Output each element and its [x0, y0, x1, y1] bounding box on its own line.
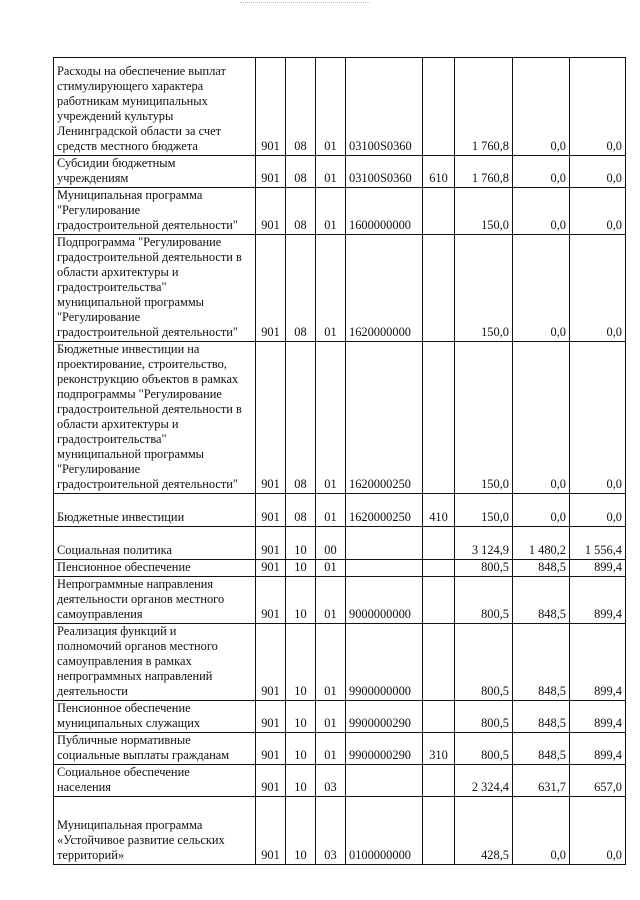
cell-amount-year-2: 848,5	[513, 560, 570, 577]
item-name-line: территорий»	[57, 848, 125, 862]
cell-section: 10	[286, 733, 316, 765]
item-name-line: полномочий органов местного	[57, 639, 218, 653]
cell-glrbs: 901	[256, 701, 286, 733]
cell-expense-type	[423, 701, 455, 733]
cell-amount-year-3: 899,4	[570, 624, 626, 701]
item-name-line: Ленинградской области за счет	[57, 124, 222, 138]
cell-glrbs: 901	[256, 527, 286, 560]
cell-amount-year-2: 631,7	[513, 765, 570, 797]
cell-target-article: 1620000250	[346, 342, 423, 494]
item-name-line: работникам муниципальных	[57, 94, 208, 108]
cell-subsection: 01	[316, 58, 346, 156]
table-row	[54, 577, 626, 624]
cell-section: 08	[286, 342, 316, 494]
item-name-line: градостроительной деятельности"	[57, 325, 238, 339]
cell-subsection: 01	[316, 733, 346, 765]
cell-amount-year-2: 848,5	[513, 624, 570, 701]
cell-subsection: 01	[316, 188, 346, 235]
cell-glrbs: 901	[256, 624, 286, 701]
cell-item-name	[54, 527, 256, 560]
cell-item-name	[54, 624, 256, 701]
cell-subsection: 01	[316, 701, 346, 733]
item-name-line: Пенсионное обеспечение	[57, 701, 191, 715]
cell-amount-year-1: 150,0	[455, 188, 513, 235]
cell-section: 10	[286, 765, 316, 797]
cell-amount-year-3: 0,0	[570, 156, 626, 188]
cell-amount-year-2: 0,0	[513, 58, 570, 156]
cell-glrbs: 901	[256, 494, 286, 527]
cell-item-name	[54, 577, 256, 624]
cell-amount-year-3: 899,4	[570, 733, 626, 765]
cell-item-name	[54, 494, 256, 527]
item-name-line: Бюджетные инвестиции	[57, 510, 185, 524]
item-name-line: Пенсионное обеспечение	[57, 560, 191, 574]
cell-glrbs: 901	[256, 156, 286, 188]
cell-amount-year-3: 899,4	[570, 577, 626, 624]
cell-glrbs: 901	[256, 560, 286, 577]
cell-amount-year-1: 2 324,4	[455, 765, 513, 797]
page-top-mark	[240, 2, 370, 7]
cell-amount-year-1: 150,0	[455, 342, 513, 494]
cell-subsection: 01	[316, 624, 346, 701]
item-name-line: деятельности органов местного	[57, 592, 225, 606]
cell-section: 10	[286, 701, 316, 733]
cell-amount-year-2: 0,0	[513, 797, 570, 865]
item-name-line: учреждениям	[57, 171, 129, 185]
cell-subsection: 01	[316, 342, 346, 494]
cell-amount-year-1: 150,0	[455, 235, 513, 342]
cell-item-name	[54, 733, 256, 765]
item-name-line: Муниципальная программа	[57, 818, 203, 832]
cell-amount-year-1: 428,5	[455, 797, 513, 865]
item-name-line: подпрограммы "Регулирование	[57, 387, 222, 401]
cell-target-article: 1620000000	[346, 235, 423, 342]
cell-glrbs: 901	[256, 235, 286, 342]
cell-expense-type	[423, 527, 455, 560]
cell-subsection: 01	[316, 577, 346, 624]
item-name-line: "Регулирование	[57, 462, 141, 476]
table-row	[54, 701, 626, 733]
cell-item-name	[54, 342, 256, 494]
cell-target-article: 03100S0360	[346, 156, 423, 188]
cell-item-name	[54, 188, 256, 235]
item-name-line: «Устойчивое развитие сельских	[57, 833, 225, 847]
cell-expense-type	[423, 342, 455, 494]
item-name-line: Реализация функций и	[57, 624, 177, 638]
table-row	[54, 527, 626, 560]
cell-amount-year-3: 0,0	[570, 342, 626, 494]
cell-item-name	[54, 235, 256, 342]
item-name-line: средств местного бюджета	[57, 139, 198, 153]
cell-subsection: 03	[316, 797, 346, 865]
cell-target-article: 03100S0360	[346, 58, 423, 156]
item-name-line: Непрограммные направления	[57, 577, 214, 591]
item-name-line: стимулирующего характера	[57, 79, 204, 93]
item-name-line: деятельности	[57, 684, 128, 698]
item-name-line: градостроительной деятельности в	[57, 402, 242, 416]
cell-amount-year-1: 800,5	[455, 701, 513, 733]
table-row	[54, 765, 626, 797]
cell-amount-year-3: 899,4	[570, 560, 626, 577]
item-name-line: социальные выплаты гражданам	[57, 748, 230, 762]
item-name-line: градостроительной деятельности"	[57, 218, 238, 232]
cell-target-article: 9900000290	[346, 701, 423, 733]
item-name-line: самоуправления	[57, 607, 143, 621]
table-row	[54, 494, 626, 527]
item-name-line: самоуправления в рамках	[57, 654, 192, 668]
item-name-line: Расходы на обеспечение выплат	[57, 64, 226, 78]
item-name-line: муниципальной программы	[57, 447, 204, 461]
cell-amount-year-1: 800,5	[455, 733, 513, 765]
item-name-line: области архитектуры и	[57, 265, 179, 279]
item-name-line: муниципальных служащих	[57, 716, 201, 730]
cell-target-article	[346, 765, 423, 797]
cell-expense-type: 610	[423, 156, 455, 188]
item-name-line: реконструкцию объектов в рамках	[57, 372, 239, 386]
item-name-line: градостроительной деятельности"	[57, 477, 238, 491]
table-row	[54, 235, 626, 342]
cell-amount-year-3: 0,0	[570, 58, 626, 156]
cell-section: 10	[286, 797, 316, 865]
cell-amount-year-2: 0,0	[513, 156, 570, 188]
cell-section: 10	[286, 527, 316, 560]
cell-expense-type	[423, 765, 455, 797]
cell-section: 10	[286, 560, 316, 577]
cell-section: 08	[286, 494, 316, 527]
cell-glrbs: 901	[256, 733, 286, 765]
cell-subsection: 01	[316, 156, 346, 188]
item-name-line: градостроительства"	[57, 280, 167, 294]
cell-target-article	[346, 527, 423, 560]
cell-item-name	[54, 560, 256, 577]
item-name-line: Субсидии бюджетным	[57, 156, 176, 170]
cell-amount-year-3: 899,4	[570, 701, 626, 733]
item-name-line: учреждений культуры	[57, 109, 174, 123]
cell-amount-year-3: 0,0	[570, 235, 626, 342]
cell-item-name	[54, 156, 256, 188]
budget-table	[53, 57, 626, 865]
cell-amount-year-2: 0,0	[513, 494, 570, 527]
table-row	[54, 733, 626, 765]
item-name-line: Социальное обеспечение	[57, 765, 190, 779]
cell-amount-year-3: 0,0	[570, 188, 626, 235]
cell-amount-year-1: 1 760,8	[455, 156, 513, 188]
cell-amount-year-1: 1 760,8	[455, 58, 513, 156]
cell-glrbs: 901	[256, 577, 286, 624]
table-row	[54, 342, 626, 494]
item-name-line: Подпрограмма "Регулирование	[57, 235, 222, 249]
cell-amount-year-1: 150,0	[455, 494, 513, 527]
cell-amount-year-2: 0,0	[513, 342, 570, 494]
cell-target-article: 1620000250	[346, 494, 423, 527]
cell-amount-year-2: 848,5	[513, 701, 570, 733]
cell-expense-type	[423, 577, 455, 624]
item-name-line: области архитектуры и	[57, 417, 179, 431]
cell-section: 08	[286, 188, 316, 235]
item-name-line: Муниципальная программа	[57, 188, 203, 202]
cell-section: 08	[286, 156, 316, 188]
item-name-line: муниципальной программы	[57, 295, 204, 309]
cell-subsection: 00	[316, 527, 346, 560]
item-name-line: Публичные нормативные	[57, 733, 191, 747]
cell-section: 08	[286, 235, 316, 342]
cell-item-name	[54, 701, 256, 733]
cell-glrbs: 901	[256, 765, 286, 797]
cell-expense-type	[423, 624, 455, 701]
cell-subsection: 01	[316, 494, 346, 527]
item-name-line: градостроительства"	[57, 432, 167, 446]
cell-amount-year-2: 848,5	[513, 577, 570, 624]
cell-glrbs: 901	[256, 342, 286, 494]
cell-amount-year-3: 0,0	[570, 494, 626, 527]
cell-amount-year-2: 1 480,2	[513, 527, 570, 560]
cell-target-article: 9000000000	[346, 577, 423, 624]
item-name-line: Социальная политика	[57, 543, 172, 557]
table-row	[54, 58, 626, 156]
cell-expense-type	[423, 58, 455, 156]
table-row	[54, 560, 626, 577]
cell-subsection: 03	[316, 765, 346, 797]
cell-glrbs: 901	[256, 797, 286, 865]
cell-expense-type	[423, 797, 455, 865]
cell-section: 08	[286, 58, 316, 156]
item-name-line: "Регулирование	[57, 310, 141, 324]
table-row	[54, 188, 626, 235]
cell-glrbs: 901	[256, 188, 286, 235]
item-name-line: градостроительной деятельности в	[57, 250, 242, 264]
cell-subsection: 01	[316, 560, 346, 577]
cell-section: 10	[286, 577, 316, 624]
table-row	[54, 156, 626, 188]
cell-target-article: 9900000290	[346, 733, 423, 765]
cell-expense-type	[423, 188, 455, 235]
cell-amount-year-1: 800,5	[455, 624, 513, 701]
cell-amount-year-3: 1 556,4	[570, 527, 626, 560]
cell-amount-year-2: 848,5	[513, 733, 570, 765]
item-name-line: Бюджетные инвестиции на	[57, 342, 200, 356]
item-name-line: проектирование, строительство,	[57, 357, 227, 371]
cell-amount-year-1: 800,5	[455, 577, 513, 624]
cell-item-name	[54, 765, 256, 797]
item-name-line: непрограммных направлений	[57, 669, 213, 683]
cell-target-article: 9900000000	[346, 624, 423, 701]
cell-section: 10	[286, 624, 316, 701]
cell-item-name	[54, 797, 256, 865]
table-row	[54, 624, 626, 701]
cell-target-article: 0100000000	[346, 797, 423, 865]
cell-amount-year-2: 0,0	[513, 235, 570, 342]
item-name-line: "Регулирование	[57, 203, 141, 217]
cell-target-article: 1600000000	[346, 188, 423, 235]
cell-amount-year-1: 800,5	[455, 560, 513, 577]
cell-item-name	[54, 58, 256, 156]
cell-expense-type	[423, 235, 455, 342]
cell-amount-year-1: 3 124,9	[455, 527, 513, 560]
item-name-line: населения	[57, 780, 111, 794]
cell-subsection: 01	[316, 235, 346, 342]
cell-glrbs: 901	[256, 58, 286, 156]
cell-amount-year-3: 0,0	[570, 797, 626, 865]
cell-expense-type: 310	[423, 733, 455, 765]
table-row	[54, 797, 626, 865]
budget-table-body	[54, 58, 626, 865]
cell-expense-type	[423, 560, 455, 577]
cell-amount-year-3: 657,0	[570, 765, 626, 797]
cell-target-article	[346, 560, 423, 577]
cell-amount-year-2: 0,0	[513, 188, 570, 235]
cell-expense-type: 410	[423, 494, 455, 527]
